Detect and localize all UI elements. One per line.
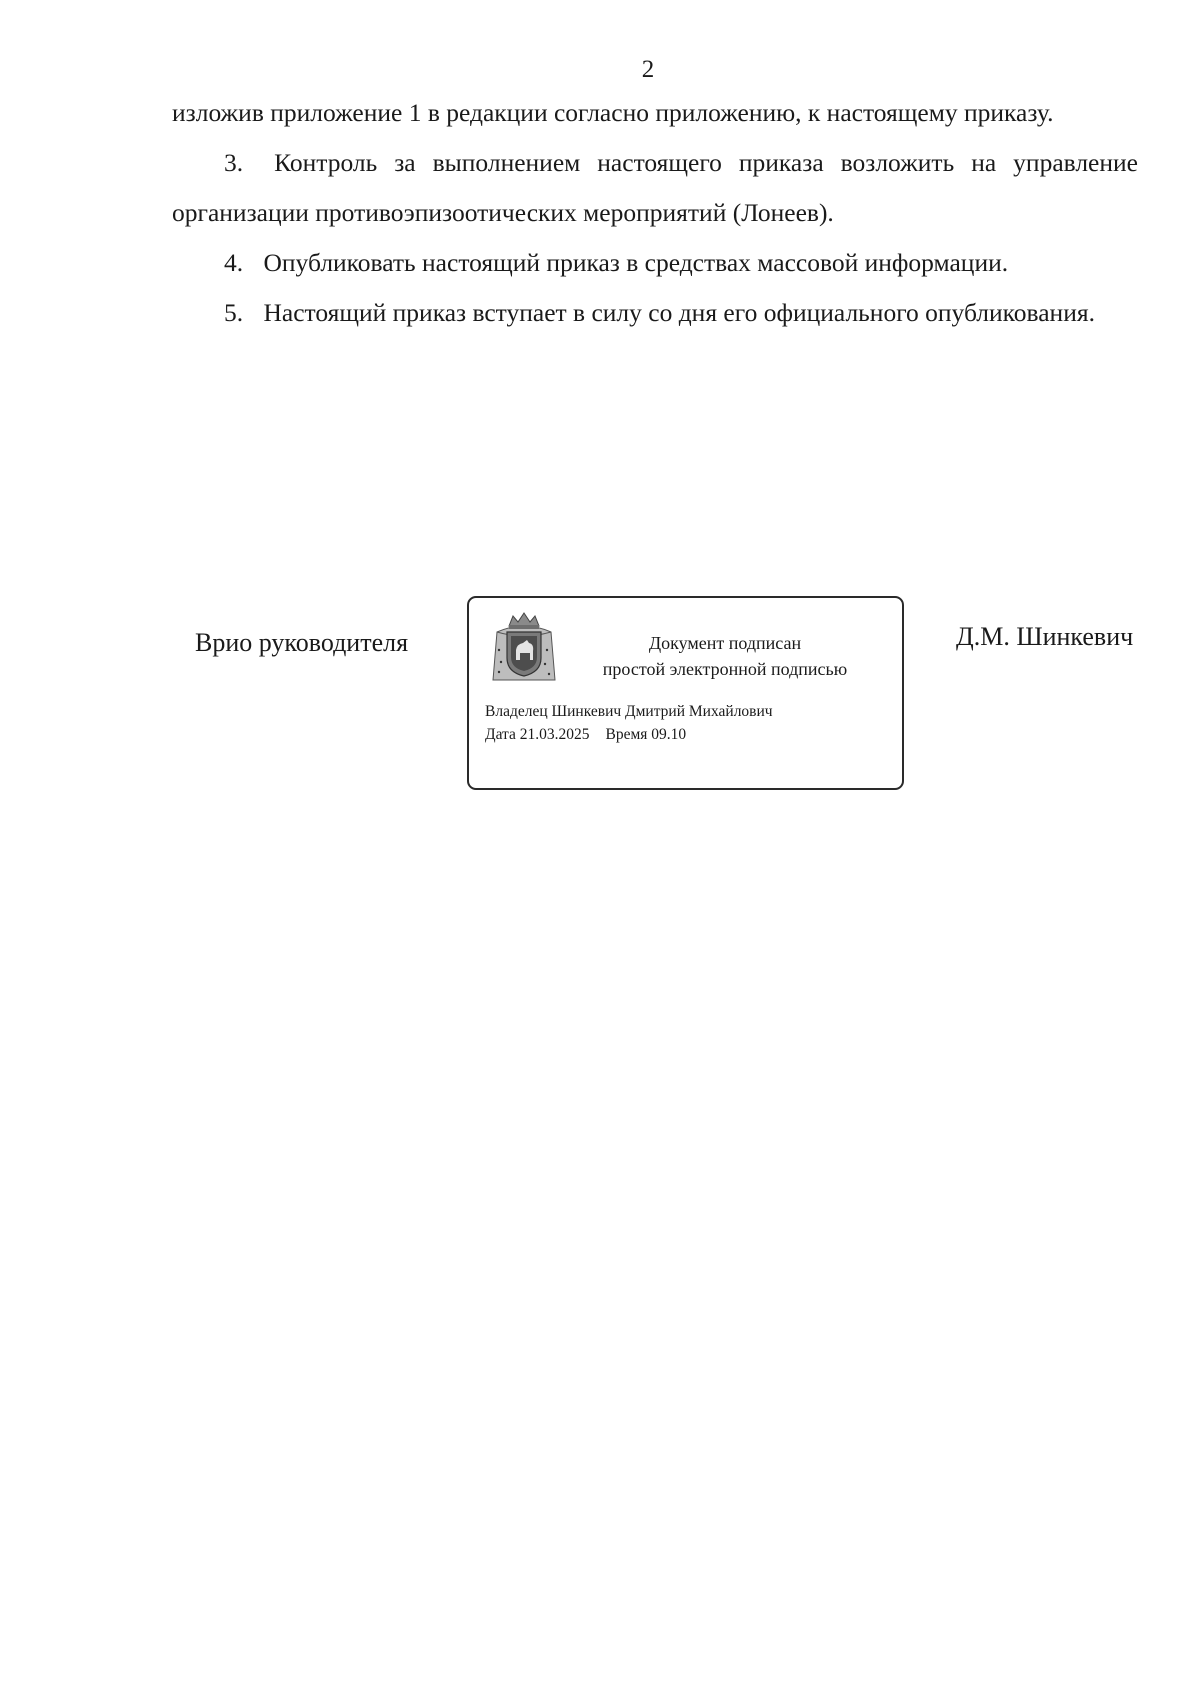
paragraph-item-5 <box>172 288 1138 338</box>
signatory-name: Д.М. Шинкевич <box>956 622 1134 651</box>
item-number: 4. <box>224 248 244 277</box>
paragraph-text: Настоящий приказ вступает в силу со дня его официального опубликования. <box>263 298 1095 327</box>
page-number: 2 <box>641 56 655 83</box>
stamp-title-line2: простой электронной подписью <box>602 659 848 679</box>
electronic-signature-stamp <box>467 596 904 790</box>
signatory-position: Врио руководителя <box>195 628 409 657</box>
paragraph-text: изложив приложение 1 в редакции согласно приложению, к настоящему приказу. <box>172 98 1054 127</box>
stamp-owner: Владелец Шинкевич Дмитрий Михайлович <box>485 703 773 720</box>
stamp-details <box>485 700 773 746</box>
coat-of-arms-icon <box>487 610 561 684</box>
stamp-title <box>564 630 886 682</box>
paragraph-text: Опубликовать настоящий приказ в средствах массовой информации. <box>263 248 1009 277</box>
paragraph-item-3 <box>172 138 1138 238</box>
item-number: 3. <box>224 148 244 177</box>
paragraph-text: Контроль за выполнением настоящего приказа возложить на управление организации противоэпизоотических мероприятий (Лонеев). <box>172 148 1138 227</box>
stamp-title-line1: Документ подписан <box>648 633 802 653</box>
document-body <box>172 88 1138 338</box>
item-number: 5. <box>224 298 244 327</box>
stamp-date: Дата 21.03.2025 <box>485 726 590 743</box>
stamp-datetime <box>485 723 773 746</box>
paragraph-continuation <box>172 88 1138 138</box>
stamp-time: Время 09.10 <box>605 726 687 743</box>
paragraph-item-4 <box>172 238 1138 288</box>
